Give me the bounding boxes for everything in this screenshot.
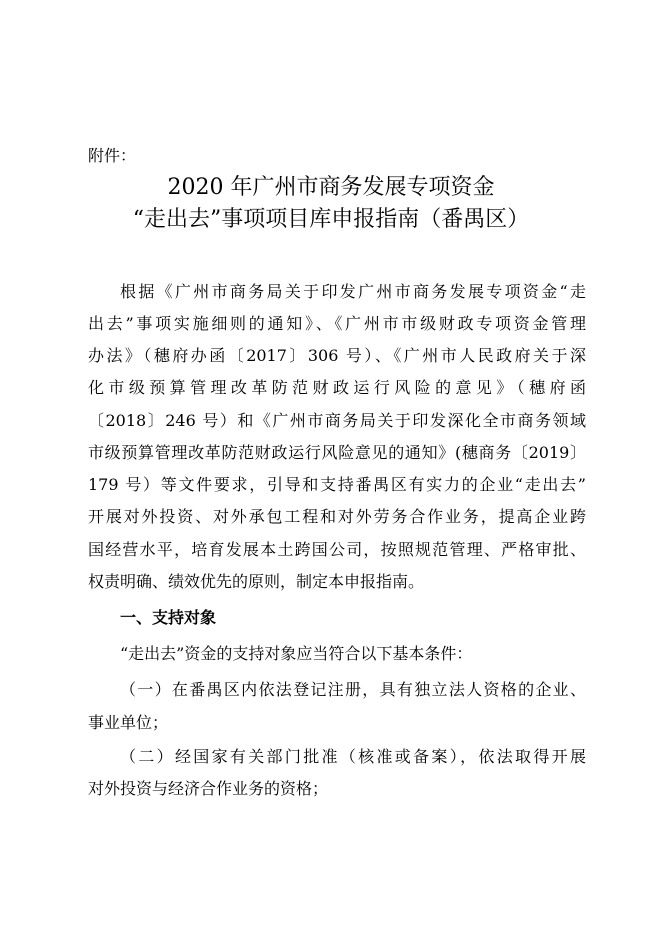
- section-heading-support-target: 一、支持对象: [120, 608, 217, 627]
- condition-line: 对外投资与经济合作业务的资格；: [88, 779, 329, 798]
- intro-line: 国经营水平，培育发展本土跨国公司，按照规范管理、严格审批、: [88, 540, 586, 559]
- title-line-2: “走出去”事项项目库申报指南（番禺区）: [132, 207, 530, 232]
- attachment-label: 附件：: [88, 146, 137, 165]
- intro-line: 出去”事项实施细则的通知》、《广州市市级财政专项资金管理: [88, 314, 586, 333]
- intro-line: 开展对外投资、对外承包工程和对外劳务合作业务，提高企业跨: [88, 507, 586, 526]
- section-intro: “走出去”资金的支持对象应当符合以下基本条件：: [120, 644, 473, 663]
- condition-line: 事业单位；: [88, 713, 169, 732]
- intro-line: 179 号）等文件要求，引导和支持番禺区有实力的企业“走出去”: [88, 475, 586, 494]
- condition-line: （二）经国家有关部门批准（核准或备案），依法取得开展: [120, 747, 586, 766]
- intro-line: 化市级预算管理改革防范财政运行风险的意见》（穗府函: [88, 378, 586, 397]
- condition-line: （一）在番禺区内依法登记注册，具有独立法人资格的企业、: [120, 680, 586, 699]
- intro-line: 权责明确、绩效优先的原则，制定本申报指南。: [88, 572, 425, 591]
- intro-line: 根据《广州市商务局关于印发广州市商务发展专项资金“走: [120, 282, 586, 301]
- intro-line: 〔2018〕246 号）和《广州市商务局关于印发深化全市商务领域: [88, 411, 586, 430]
- intro-line: 办法》（穗府办函〔2017〕306 号）、《广州市人民政府关于深: [88, 346, 586, 365]
- intro-line: 市级预算管理改革防范财政运行风险意见的通知》(穗商务〔2019〕: [88, 443, 586, 462]
- title-line-1: 2020 年广州市商务发展专项资金: [167, 175, 495, 200]
